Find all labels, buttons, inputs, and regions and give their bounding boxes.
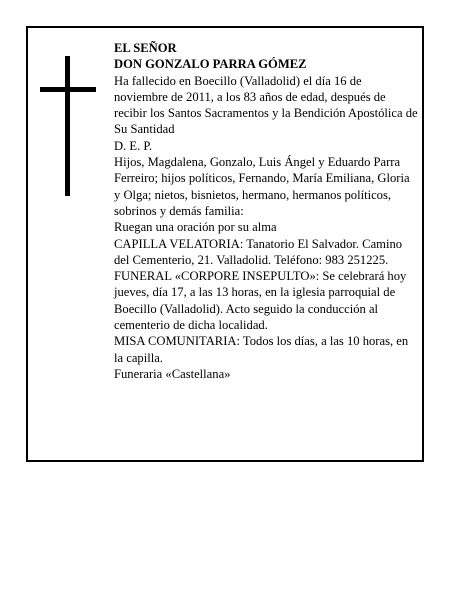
cross-vertical-bar [65,56,70,196]
prayer-request: Ruegan una oración por su alma [114,220,277,235]
funeral-info: FUNERAL «CORPORE INSEPULTO»: Se celebrará hoy jueves, día 17, a las 13 horas, en la iglesia parroquial de Boecillo (Valladolid). Acto seguido la conducción al cementerio de dicha localidad. [114,269,407,333]
obituary-notice [26,26,424,462]
death-announcement: Ha fallecido en Boecillo (Valladolid) el día 16 de noviembre de 2011, a los 83 años de edad, después de recibir los Santos Sacramentos y la Bendición Apostólica de Su Santidad [114,73,418,137]
community-mass-info: MISA COMUNITARIA: Todos los días, a las 10 horas, en la capilla. [114,334,409,365]
notice-text [114,40,418,382]
cross-horizontal-bar [40,87,96,92]
latin-cross-icon [40,56,96,196]
funeral-home: Funeraria «Castellana» [114,366,231,381]
family-list: Hijos, Magdalena, Gonzalo, Luis Ángel y Eduardo Parra Ferreiro; hijos políticos, Fernando, María Emiliana, Gloria y Olga; nietos, bisnietos, hermano, hermanos políticos, sobrinos y demás familia: [114,155,410,218]
notice-title: EL SEÑOR [114,41,177,55]
deceased-name: DON GONZALO PARRA GÓMEZ [114,57,307,72]
rest-in-peace: D. E. P. [114,138,153,153]
wake-chapel-info: CAPILLA VELATORIA: Tanatorio El Salvador. Camino del Cementerio, 21. Valladolid. Teléfono: 983 251225. [114,236,403,267]
